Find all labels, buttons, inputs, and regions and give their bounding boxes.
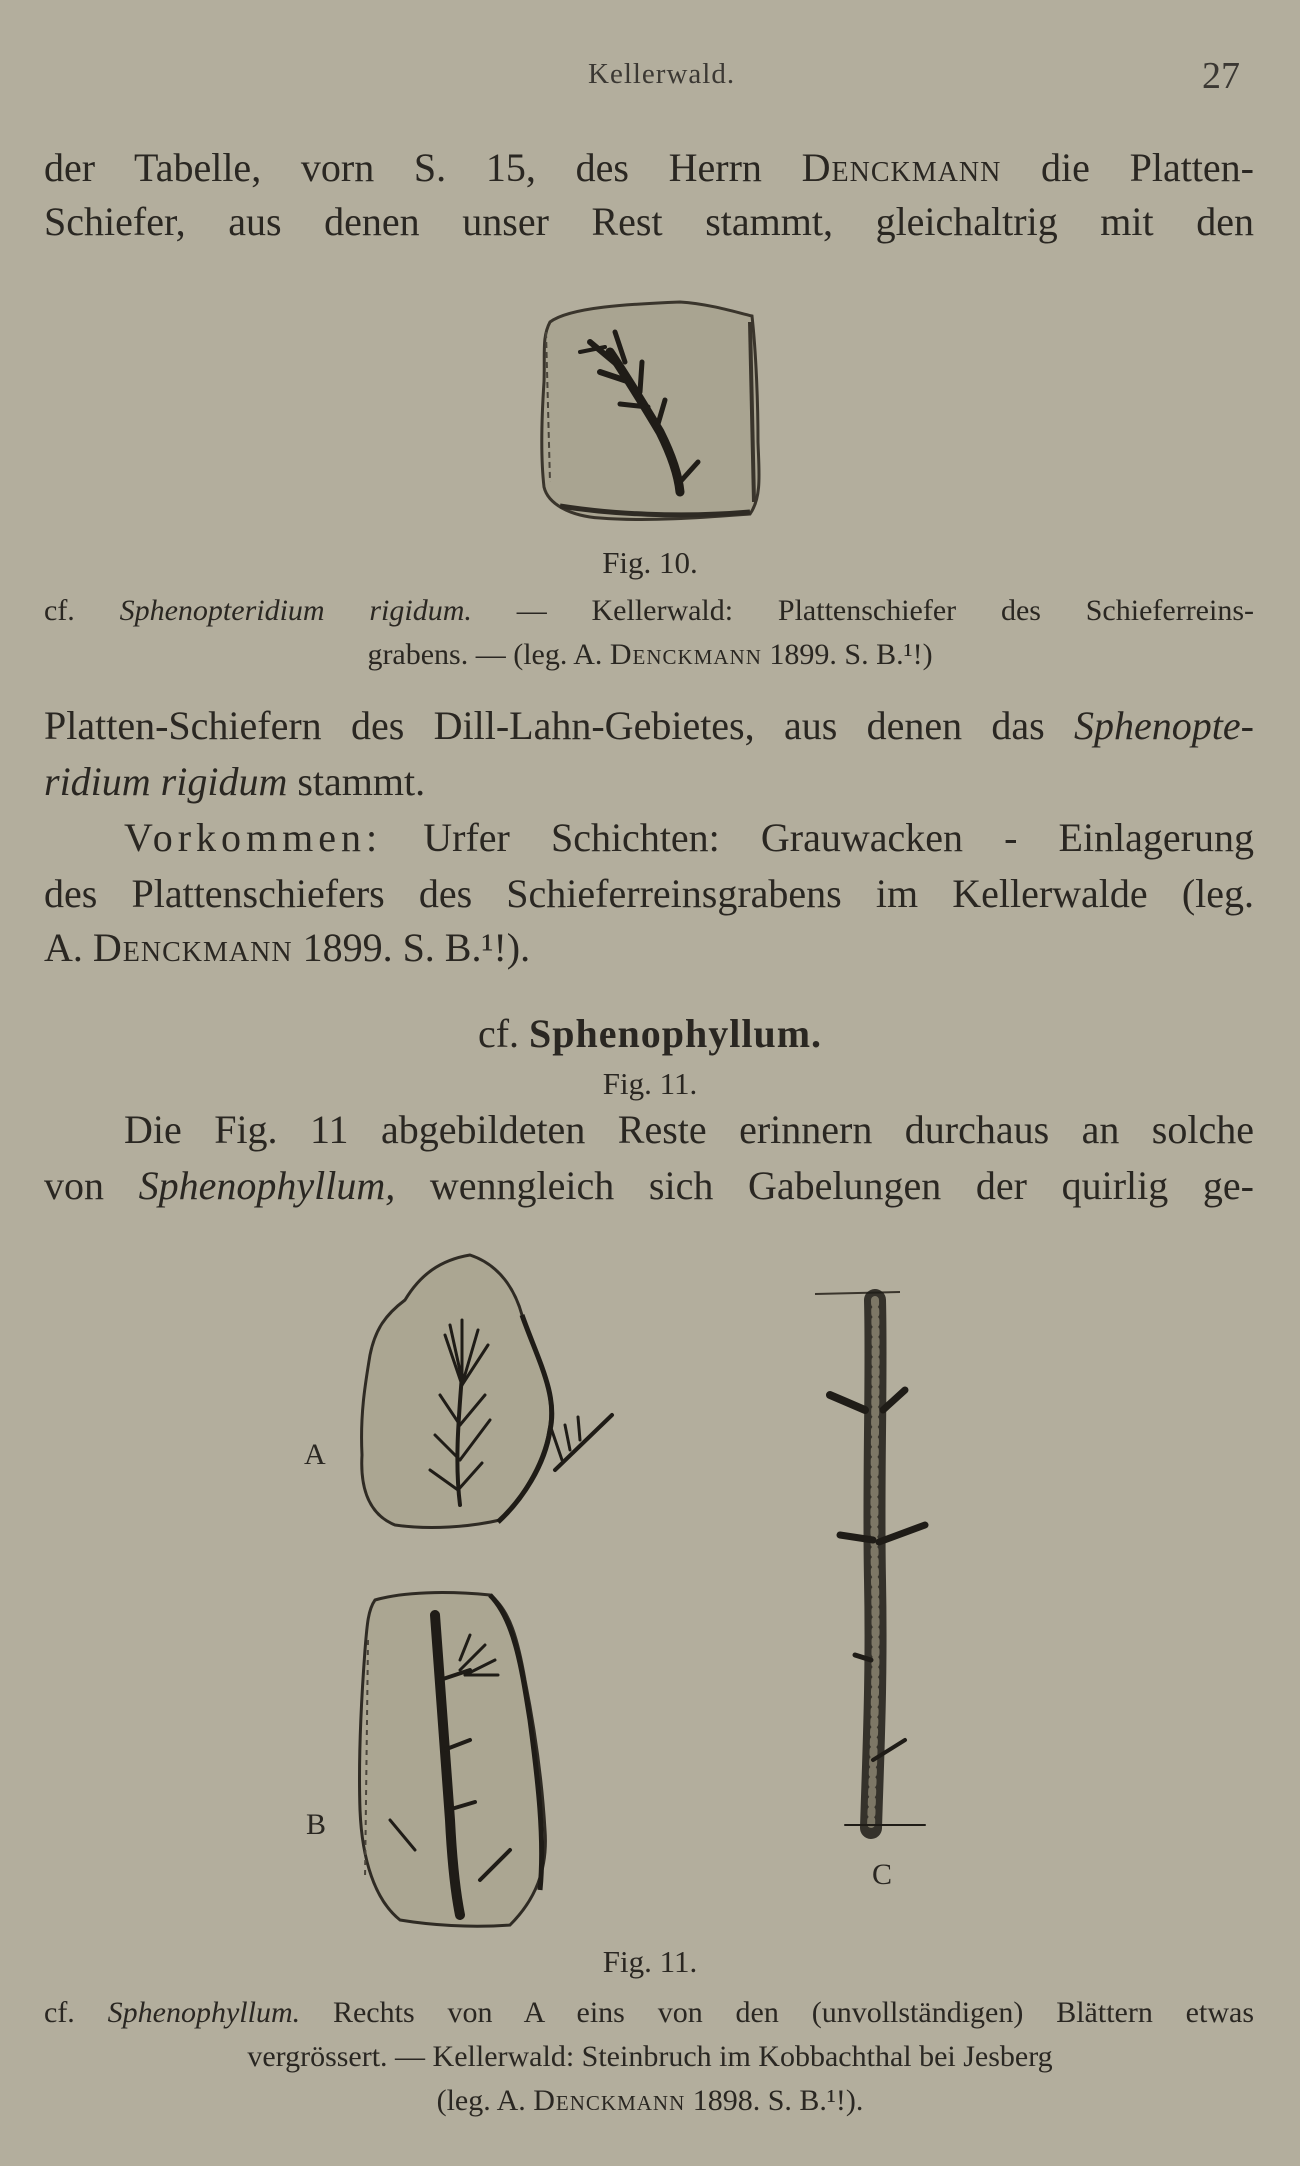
fig11a-slab-outline bbox=[362, 1255, 551, 1527]
running-title: Kellerwald. bbox=[588, 58, 736, 90]
para3-line3: A. Denckmann 1899. S. B.¹!). bbox=[44, 925, 531, 970]
taxon-name: ridium rigidum bbox=[44, 759, 288, 804]
author-name: Denckmann bbox=[92, 925, 293, 970]
para2-line2: ridium rigidum stammt. bbox=[44, 759, 426, 804]
author-name: Denckmann bbox=[533, 2084, 686, 2117]
fig10-specimen-drawing bbox=[530, 292, 780, 532]
para2-line1: Platten-Schiefern des Dill-Lahn-Gebietes, aus denen das Sphenopte- bbox=[44, 703, 1254, 748]
taxon-name: Sphenopteridium rigidum. bbox=[119, 594, 472, 627]
fig11c-stem bbox=[830, 1300, 925, 1828]
fig11-specimen-a bbox=[350, 1245, 640, 1535]
para1-line2: Schiefer, aus denen unser Rest stammt, gleichaltrig mit den bbox=[44, 199, 1254, 244]
fig11-letter-c: C bbox=[872, 1858, 893, 1891]
author-name: Denckmann bbox=[801, 145, 1002, 190]
taxon-name: Sphenopte- bbox=[1074, 703, 1254, 748]
fig10-label: Fig. 10. bbox=[602, 545, 698, 580]
fig11-caption-line2: vergrössert. — Kellerwald: Steinbruch im Kobbachthal bei Jesberg bbox=[247, 2040, 1053, 2073]
fig11-letter-a: A bbox=[304, 1438, 326, 1471]
fig10-caption-line2: grabens. — (leg. A. Denckmann 1899. S. B.¹!) bbox=[367, 638, 933, 671]
fig11-specimen-b bbox=[350, 1580, 570, 1935]
para3-line2: des Plattenschiefers des Schieferreinsgrabens im Kellerwalde (leg. bbox=[44, 871, 1254, 916]
vorkommen-label: Vorkommen: bbox=[124, 815, 383, 860]
fig11-caption-line3: (leg. A. Denckmann 1898. S. B.¹!). bbox=[436, 2084, 864, 2117]
para3-line1: Vorkommen: Urfer Schichten: Grauwacken - Einlagerung bbox=[124, 815, 1254, 860]
running-head bbox=[0, 55, 1300, 108]
taxon-name: Sphenophyllum. bbox=[107, 1996, 301, 2029]
fig10-caption-line1: cf. Sphenopteridium rigidum. — Kellerwald: Plattenschiefer des Schieferreins- bbox=[44, 594, 1254, 627]
para4-line1: Die Fig. 11 abgebildeten Reste erinnern durchaus an solche bbox=[124, 1107, 1254, 1152]
fig11a-enlarged-leaf bbox=[550, 1415, 612, 1470]
para4-line2: von Sphenophyllum, wenngleich sich Gabelungen der quirlig ge- bbox=[44, 1163, 1254, 1208]
fig11-caption-line1: cf. Sphenophyllum. Rechts von A eins von den (unvollständigen) Blättern etwas bbox=[44, 1996, 1254, 2029]
section-title: Sphenophyllum. bbox=[529, 1011, 823, 1056]
section-heading: cf. Sphenophyllum. bbox=[477, 1011, 823, 1056]
author-name: Denckmann bbox=[609, 638, 762, 671]
fig11-letter-b: B bbox=[306, 1808, 327, 1841]
section-fig-ref: Fig. 11. bbox=[602, 1066, 698, 1101]
page-number: 27 bbox=[1202, 55, 1240, 97]
taxon-name: Sphenophyllum, bbox=[138, 1163, 396, 1208]
fig11-label: Fig. 11. bbox=[602, 1944, 698, 1979]
fig11-specimen-c bbox=[805, 1280, 955, 1840]
para1-line1: der Tabelle, vorn S. 15, des Herrn Denckmann die Platten- bbox=[44, 145, 1254, 190]
